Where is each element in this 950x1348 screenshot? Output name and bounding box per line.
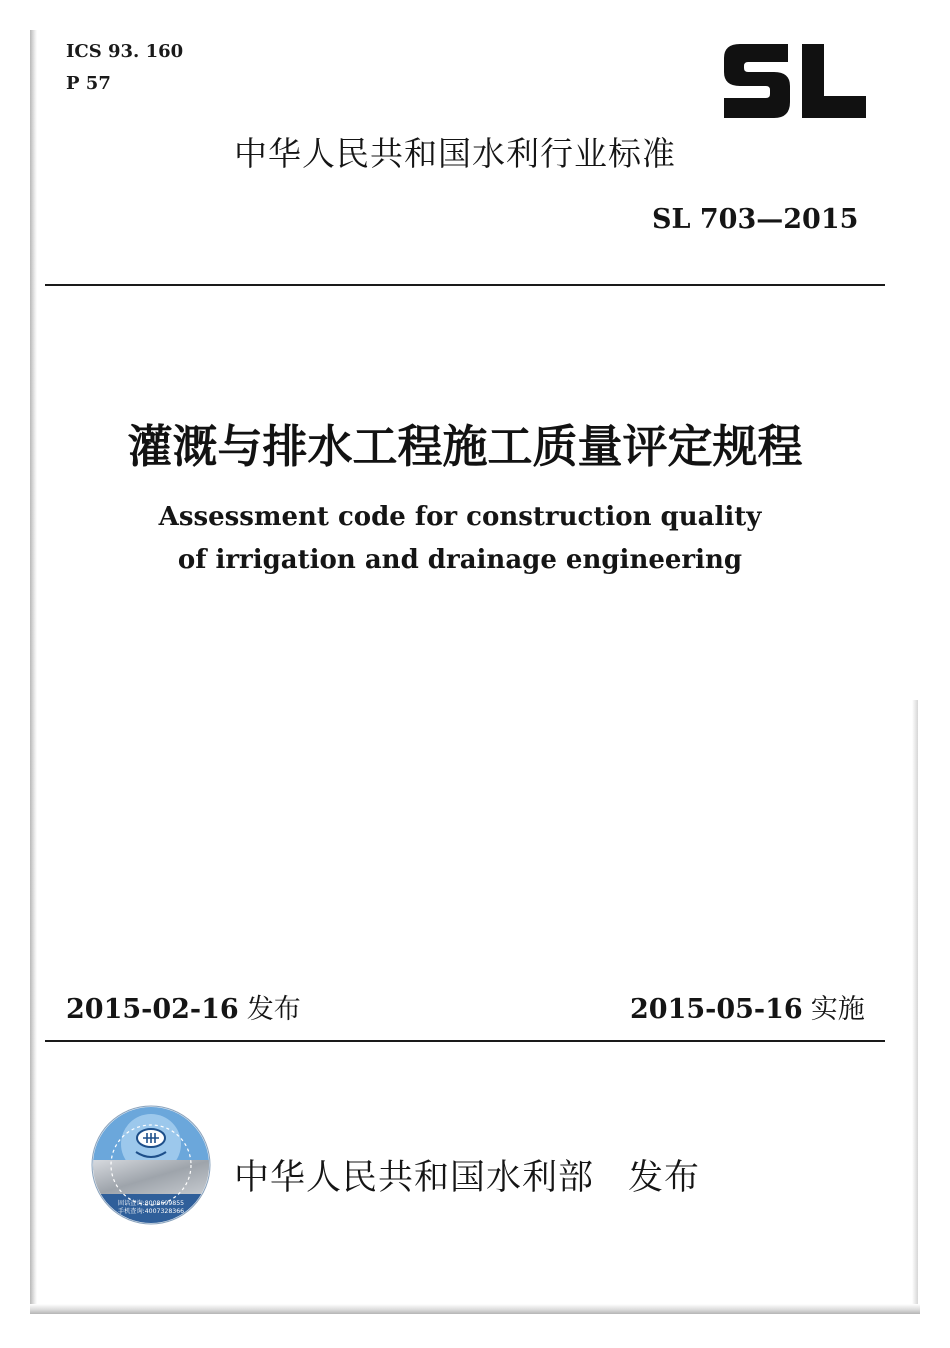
issue-date bbox=[66, 987, 301, 1026]
page-edge-right bbox=[912, 700, 918, 1310]
page-edge-bottom bbox=[30, 1304, 920, 1314]
sl-logo-letter-s bbox=[724, 44, 790, 118]
sl-logo-letter-l bbox=[802, 44, 866, 118]
publisher-action: 发布 bbox=[628, 1158, 701, 1198]
seal-hotline-1: 固话查询:8008699855 bbox=[117, 1200, 185, 1207]
issue-date-label: 发布 bbox=[246, 994, 301, 1025]
issue-date-value: 2015-02-16 bbox=[66, 994, 239, 1025]
sl-logo bbox=[722, 38, 868, 124]
implementation-date bbox=[630, 987, 865, 1026]
implementation-date-label: 实施 bbox=[810, 994, 865, 1025]
divider-top bbox=[45, 284, 885, 286]
implementation-date-value: 2015-05-16 bbox=[630, 994, 803, 1025]
english-title-line-1: Assessment code for construction quality bbox=[158, 502, 762, 532]
divider-bottom bbox=[45, 1040, 885, 1042]
publisher-name: 中华人民共和国水利部 bbox=[234, 1158, 595, 1198]
standard-number: SL 703—2015 bbox=[652, 204, 859, 235]
english-title-line-2: of irrigation and drainage engineering bbox=[177, 545, 743, 575]
ics-code: ICS 93. 160 bbox=[66, 41, 184, 62]
publisher-line bbox=[234, 1150, 700, 1200]
industry-standard-title: 中华人民共和国水利行业标准 bbox=[234, 134, 676, 173]
classification-code: P 57 bbox=[66, 73, 111, 94]
anti-counterfeit-seal-icon bbox=[90, 1104, 212, 1226]
seal-hotline-2: 手机查询:4007328366 bbox=[117, 1208, 185, 1215]
chinese-title: 灌溉与排水工程施工质量评定规程 bbox=[127, 420, 803, 473]
page-edge-left bbox=[30, 30, 37, 1310]
